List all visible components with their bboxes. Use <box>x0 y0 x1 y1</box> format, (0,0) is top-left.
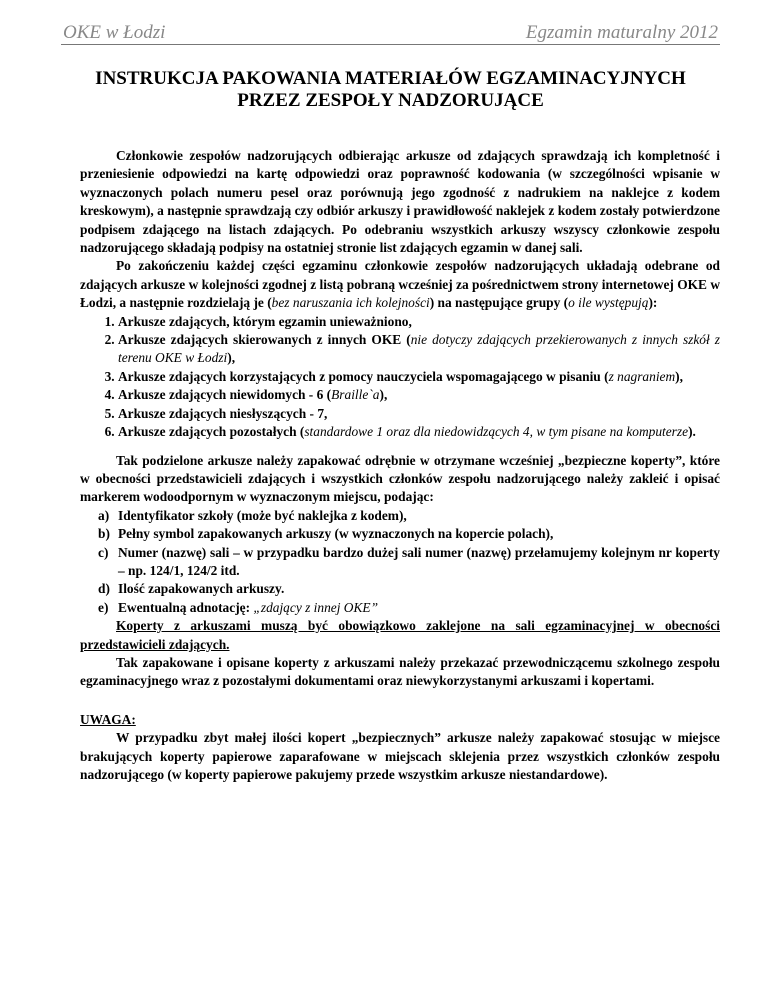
details-list <box>80 507 720 617</box>
paragraph-sorting-text-e: ): <box>648 295 658 311</box>
list-item: d) Ilość zapakowanych arkuszy. <box>98 581 285 597</box>
uwaga-heading: UWAGA: <box>80 711 136 727</box>
header-institution: OKE w Łodzi <box>63 22 166 43</box>
document-title <box>61 68 720 112</box>
paragraph-sorting-note-occurrence: o ile występują <box>568 295 649 311</box>
paragraph-collection: Członkowie zespołów nadzorujących odbierając arkusze od zdających sprawdzają ich kompletność i przeniesienie odpowiedzi na kartę odpowiedzi oraz poprawność kodowania (w szczególności wpisanie w wyznaczonych polach numeru pesel oraz porównują jego zgodność z nadrukiem na naklejce z kodem kreskowym), a następnie sprawdzają czy odbiór arkuszy i prawidłowość naklejek z kodem zostały potwierdzone podpisem zdającego na listach zdających. Po odebraniu wszystkich arkuszy wszyscy członkowie zespołu nadzorującego składają podpisy na ostatniej stronie list zdających egzamin w danej sali. <box>80 148 720 256</box>
list-item: 3. Arkusze zdających korzystających z pomocy nauczyciela wspomagającego w pisaniu (z nagraniem), <box>118 368 720 386</box>
title-line-1: INSTRUKCJA PAKOWANIA MATERIAŁÓW EGZAMINACYJNYCH <box>95 68 686 89</box>
title-line-2: PRZEZ ZESPOŁY NADZORUJĄCE <box>237 90 544 111</box>
underlined-requirement: Koperty z arkuszami muszą być obowiązkowo zaklejone na sali egzaminacyjnej w obecności przedstawicieli zdających. <box>80 618 720 652</box>
paragraph-sorting <box>80 257 720 312</box>
list-item: 6. Arkusze zdających pozostałych (standardowe 1 oraz dla niedowidzących 4, w tym pisane na komputerze). <box>118 423 720 441</box>
paragraph-sorting-text-a: Po zakończeniu każdej części egzaminu członkowie zespołów nadzorujących układają odebrane od zdających arkusze w kolejności zgodnej z listą pobraną wcześniej za pośrednictwem strony internetowej OKE w Łodzi, a następnie rozdzielają je ( <box>80 258 720 311</box>
groups-list <box>80 313 720 442</box>
header-exam-name: Egzamin maturalny 2012 <box>525 22 718 43</box>
list-item: 5. Arkusze zdających niesłyszących - 7, <box>118 405 720 423</box>
list-item: 2. Arkusze zdających skierowanych z innych OKE (nie dotyczy zdających przekierowanych z innych szkół z terenu OKE w Łodzi), <box>118 331 720 368</box>
list-item: c) Numer (nazwę) sali – w przypadku bardzo dużej sali numer (nazwę) przełamujemy kolejnym nr koperty – np. 124/1, 124/2 itd. <box>98 544 720 578</box>
uwaga-text: W przypadku zbyt małej ilości kopert „bezpiecznych” arkusze należy zapakować stosując w miejsce brakujących koperty papierowe zaparafowane w miejscach sklejenia przez wszystkich członków zespołu nadzorującego (w koperty papierowe pakujemy przede wszystkim arkusze niestandardowe). <box>80 730 720 782</box>
paragraph-handover: Tak zapakowane i opisane koperty z arkuszami należy przekazać przewodniczącemu szkolnego zespołu egzaminacyjnego wraz z pozostałymi dokumentami oraz niewykorzystanymi arkuszami i kopertami. <box>80 654 720 689</box>
page-header <box>61 18 720 45</box>
list-item: b) Pełny symbol zapakowanych arkuszy (w wyznaczonych na kopercie polach), <box>98 526 554 542</box>
list-item: e) Ewentualną adnotację: „zdający z innej OKE” <box>98 599 379 615</box>
paragraph-sorting-note-order: bez naruszania ich kolejności <box>271 295 430 311</box>
list-item: 1. Arkusze zdających, którym egzamin unieważniono, <box>118 313 720 331</box>
list-item: a) Identyfikator szkoły (może być naklejka z kodem), <box>98 507 407 523</box>
paragraph-sorting-text-c: ) na następujące grupy ( <box>429 295 569 311</box>
list-item: 4. Arkusze zdających niewidomych - 6 (Braille`a), <box>118 386 720 404</box>
document-body <box>80 147 720 784</box>
paragraph-packing: Tak podzielone arkusze należy zapakować odrębnie w otrzymane wcześniej „bezpieczne koperty”, które w obecności przedstawicieli zdających i wszystkich członków zespołu nadzorującego należy zakleić i opisać markerem wodoodpornym w wyznaczonym miejscu, podając: <box>80 452 720 505</box>
